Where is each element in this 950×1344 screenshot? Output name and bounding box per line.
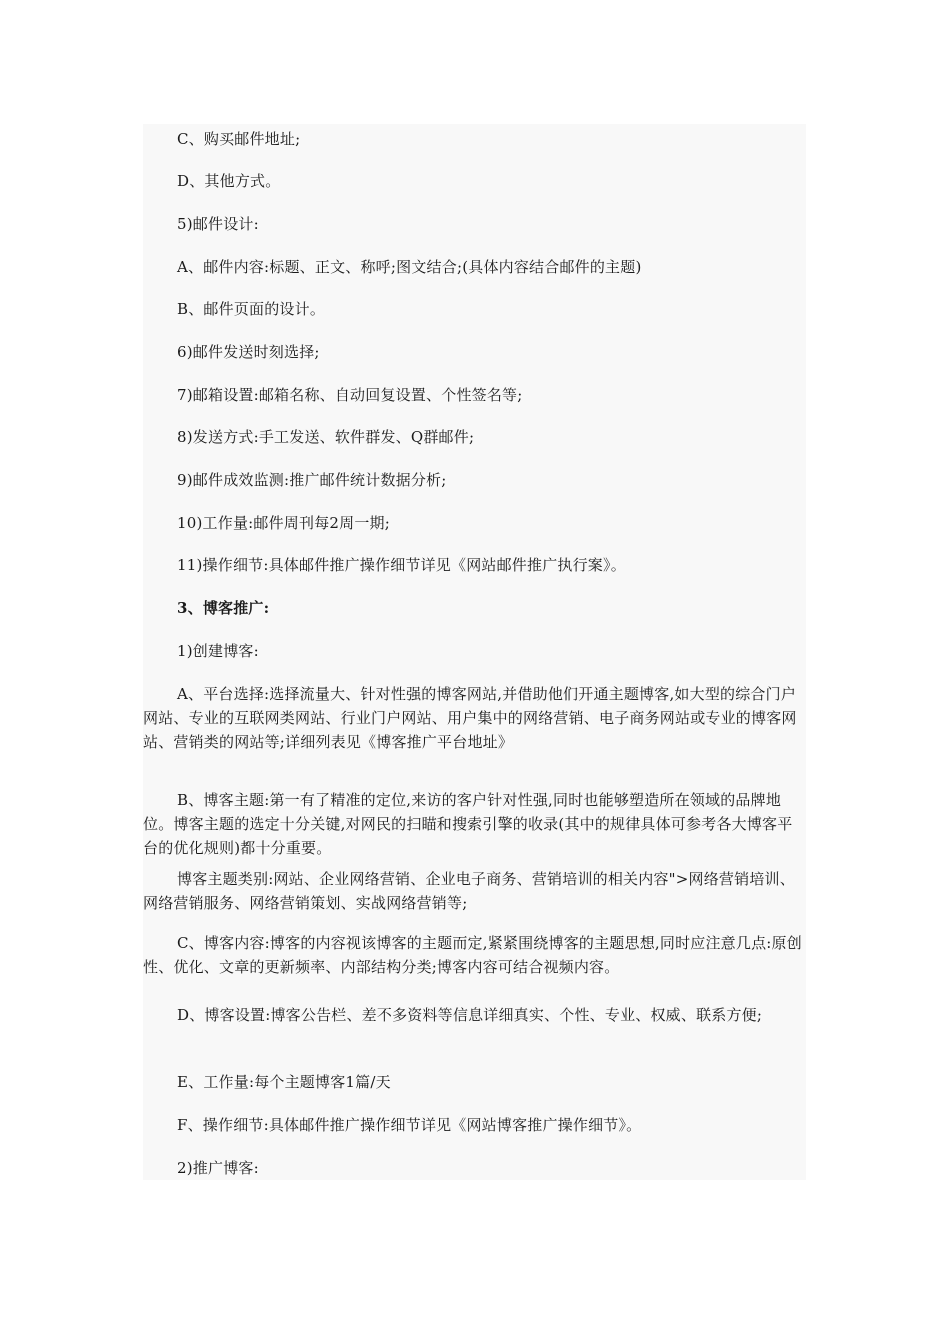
paragraph-email-page-design: B、邮件页面的设计。	[177, 300, 326, 318]
document-body	[143, 124, 806, 1180]
heading-email-design: 5)邮件设计:	[177, 215, 259, 233]
heading-send-time: 6)邮件发送时刻选择;	[177, 343, 320, 361]
paragraph-blog-theme-categories: 博客主题类别:网站、企业网络营销、企业电子商务、营销培训的相关内容">网络营销培训、网络营销服务、网络营销策划、实战网络营销等;	[143, 870, 795, 912]
paragraph-other-methods: D、其他方式。	[177, 172, 281, 190]
heading-send-method: 8)发送方式:手工发送、软件群发、Q群邮件;	[177, 428, 475, 446]
heading-workload: 10)工作量:邮件周刊每2周一期;	[177, 514, 390, 532]
paragraph-blog-operation-details: F、操作细节:具体邮件推广操作细节详见《网站博客推广操作细节》。	[177, 1116, 642, 1134]
paragraph-blog-settings: D、博客设置:博客公告栏、差不多资料等信息详细真实、个性、专业、权威、联系方便;	[177, 1006, 763, 1024]
heading-create-blog: 1)创建博客:	[177, 642, 259, 660]
paragraph-blog-theme: B、博客主题:第一有了精准的定位,来访的客户针对性强,同时也能够塑造所在领域的品牌地位。博客主题的选定十分关键,对网民的扫瞄和搜索引擎的收录(其中的规律具体可参考各大博客平台的优化规则)都十分重要。	[143, 791, 793, 857]
section-heading-blog-promotion: 3、博客推广:	[177, 599, 270, 617]
heading-promote-blog: 2)推广博客:	[177, 1159, 259, 1177]
heading-mailbox-settings: 7)邮箱设置:邮箱名称、自动回复设置、个性签名等;	[177, 386, 523, 404]
paragraph-blog-content: C、博客内容:博客的内容视该博客的主题而定,紧紧围绕博客的主题思想,同时应注意几点:原创性、优化、文章的更新频率、内部结构分类;博客内容可结合视频内容。	[143, 934, 802, 976]
paragraph-email-content: A、邮件内容:标题、正文、称呼;图文结合;(具体内容结合邮件的主题)	[177, 258, 642, 276]
heading-operation-details: 11)操作细节:具体邮件推广操作细节详见《网站邮件推广执行案》。	[177, 556, 626, 574]
heading-effect-monitoring: 9)邮件成效监测:推广邮件统计数据分析;	[177, 471, 447, 489]
paragraph-buy-email-addresses: C、购买邮件地址;	[177, 130, 301, 148]
paragraph-blog-workload: E、工作量:每个主题博客1篇/天	[177, 1073, 391, 1091]
paragraph-platform-selection: A、平台选择:选择流量大、针对性强的博客网站,并借助他们开通主题博客,如大型的综合门户网站、专业的互联网类网站、行业门户网站、用户集中的网络营销、电子商务网站或专业的博客网站、营销类的网站等;详细列表见《博客推广平台地址》	[143, 685, 797, 751]
